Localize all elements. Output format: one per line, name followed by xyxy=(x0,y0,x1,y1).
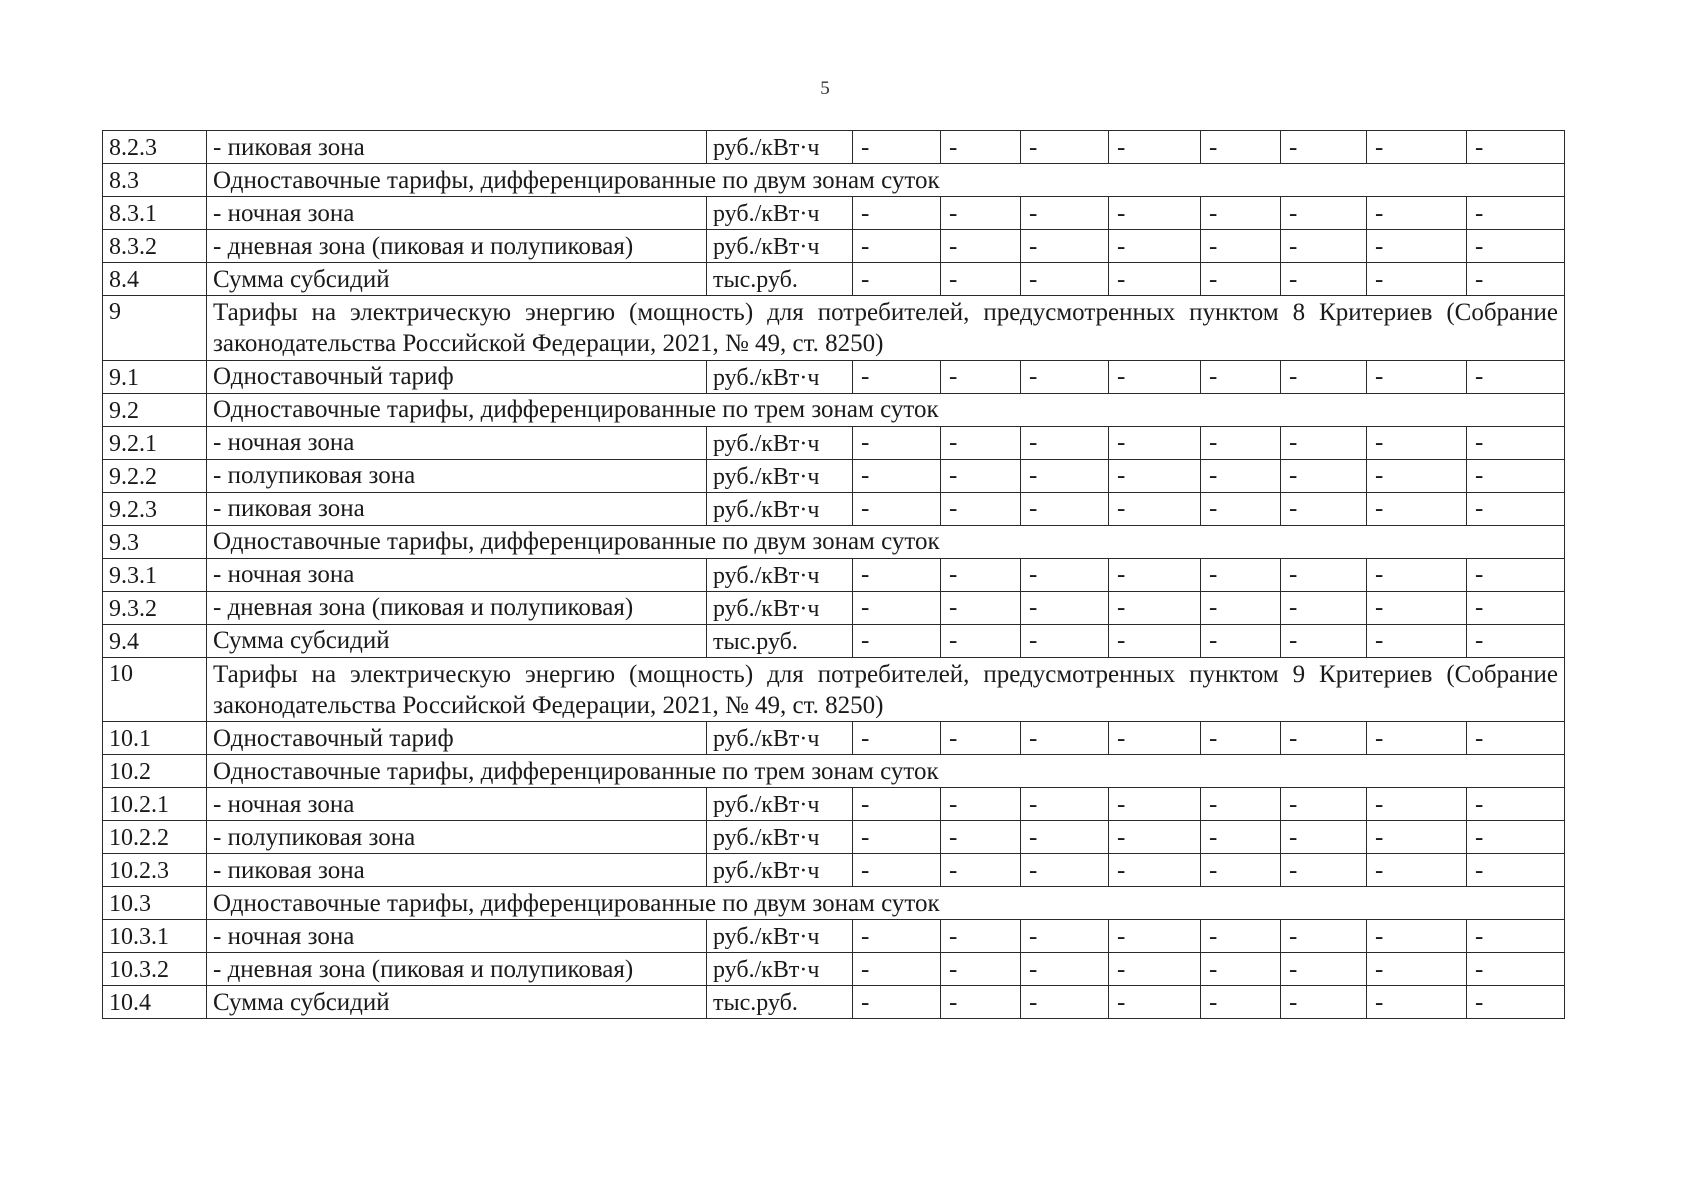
value-cell: - xyxy=(1021,854,1109,887)
value-cell: - xyxy=(1201,230,1281,263)
row-unit: руб./кВт·ч xyxy=(707,722,853,755)
row-name: - ночная зона xyxy=(207,426,707,459)
value-cell: - xyxy=(1109,360,1201,393)
value-cell: - xyxy=(1109,197,1201,230)
value-cell: - xyxy=(1109,426,1201,459)
value-cell: - xyxy=(1281,821,1367,854)
value-cell: - xyxy=(941,459,1021,492)
value-cell: - xyxy=(1201,986,1281,1019)
row-unit: руб./кВт·ч xyxy=(707,459,853,492)
table-row xyxy=(103,459,1565,492)
value-cell: - xyxy=(1367,953,1467,986)
row-name: Одноставочные тарифы, дифференцированные по трем зонам суток xyxy=(207,755,1565,788)
value-cell: - xyxy=(1467,986,1565,1019)
value-cell: - xyxy=(1467,624,1565,657)
value-cell: - xyxy=(1109,558,1201,591)
value-cell: - xyxy=(1021,459,1109,492)
table-row xyxy=(103,788,1565,821)
row-unit: руб./кВт·ч xyxy=(707,426,853,459)
subheader-row xyxy=(103,887,1565,920)
row-name: Сумма субсидий xyxy=(207,624,707,657)
value-cell: - xyxy=(1201,197,1281,230)
value-cell: - xyxy=(1281,263,1367,296)
value-cell: - xyxy=(1021,920,1109,953)
value-cell: - xyxy=(1367,722,1467,755)
table-row xyxy=(103,624,1565,657)
section-row xyxy=(103,657,1565,722)
row-number: 9.3.2 xyxy=(103,591,207,624)
section-row xyxy=(103,296,1565,361)
row-name: - полупиковая зона xyxy=(207,459,707,492)
table-row xyxy=(103,558,1565,591)
value-cell: - xyxy=(1281,426,1367,459)
value-cell: - xyxy=(1367,131,1467,164)
value-cell: - xyxy=(1021,558,1109,591)
value-cell: - xyxy=(1109,624,1201,657)
value-cell: - xyxy=(1281,854,1367,887)
value-cell: - xyxy=(853,426,941,459)
subheader-row xyxy=(103,393,1565,426)
value-cell: - xyxy=(1367,788,1467,821)
row-name: Одноставочные тарифы, дифференцированные по трем зонам суток xyxy=(207,393,1565,426)
value-cell: - xyxy=(1201,492,1281,525)
value-cell: - xyxy=(1109,986,1201,1019)
value-cell: - xyxy=(1021,722,1109,755)
value-cell: - xyxy=(1201,953,1281,986)
value-cell: - xyxy=(1467,197,1565,230)
value-cell: - xyxy=(1281,492,1367,525)
value-cell: - xyxy=(1467,459,1565,492)
value-cell: - xyxy=(853,492,941,525)
row-unit: руб./кВт·ч xyxy=(707,821,853,854)
value-cell: - xyxy=(853,821,941,854)
value-cell: - xyxy=(1281,722,1367,755)
row-name: Одноставочный тариф xyxy=(207,722,707,755)
row-name: Сумма субсидий xyxy=(207,986,707,1019)
value-cell: - xyxy=(1281,197,1367,230)
value-cell: - xyxy=(1109,854,1201,887)
value-cell: - xyxy=(1201,131,1281,164)
value-cell: - xyxy=(1281,986,1367,1019)
row-name: Одноставочные тарифы, дифференцированные по двум зонам суток xyxy=(207,887,1565,920)
value-cell: - xyxy=(1367,360,1467,393)
value-cell: - xyxy=(941,230,1021,263)
row-unit: тыс.руб. xyxy=(707,624,853,657)
value-cell: - xyxy=(1109,788,1201,821)
value-cell: - xyxy=(853,197,941,230)
value-cell: - xyxy=(1201,821,1281,854)
table-row xyxy=(103,492,1565,525)
value-cell: - xyxy=(853,788,941,821)
row-number: 9.2.3 xyxy=(103,492,207,525)
value-cell: - xyxy=(1467,492,1565,525)
value-cell: - xyxy=(1109,230,1201,263)
value-cell: - xyxy=(1367,854,1467,887)
value-cell: - xyxy=(853,920,941,953)
value-cell: - xyxy=(853,558,941,591)
row-number: 8.3 xyxy=(103,164,207,197)
row-name: - дневная зона (пиковая и полупиковая) xyxy=(207,230,707,263)
row-unit: руб./кВт·ч xyxy=(707,591,853,624)
table-row xyxy=(103,131,1565,164)
value-cell: - xyxy=(1021,360,1109,393)
value-cell: - xyxy=(941,624,1021,657)
row-unit: руб./кВт·ч xyxy=(707,131,853,164)
value-cell: - xyxy=(1109,131,1201,164)
value-cell: - xyxy=(941,197,1021,230)
row-number: 9 xyxy=(103,296,207,361)
row-number: 10.3 xyxy=(103,887,207,920)
value-cell: - xyxy=(941,131,1021,164)
row-number: 10.2 xyxy=(103,755,207,788)
value-cell: - xyxy=(853,722,941,755)
value-cell: - xyxy=(941,263,1021,296)
value-cell: - xyxy=(1021,131,1109,164)
value-cell: - xyxy=(1021,426,1109,459)
row-unit: руб./кВт·ч xyxy=(707,920,853,953)
value-cell: - xyxy=(853,459,941,492)
value-cell: - xyxy=(853,263,941,296)
value-cell: - xyxy=(853,131,941,164)
value-cell: - xyxy=(1201,591,1281,624)
table-row xyxy=(103,263,1565,296)
value-cell: - xyxy=(1467,854,1565,887)
row-number: 10.1 xyxy=(103,722,207,755)
row-name: Тарифы на электрическую энергию (мощность) для потребителей, предусмотренных пунктом 9 Критериев (Собрание законодательства Российской Федерации, 2021, № 49, ст. 8250) xyxy=(207,657,1565,722)
row-name: - полупиковая зона xyxy=(207,821,707,854)
value-cell: - xyxy=(1109,459,1201,492)
row-number: 8.2.3 xyxy=(103,131,207,164)
value-cell: - xyxy=(1201,426,1281,459)
subheader-row xyxy=(103,755,1565,788)
table-row xyxy=(103,591,1565,624)
row-unit: руб./кВт·ч xyxy=(707,854,853,887)
row-unit: руб./кВт·ч xyxy=(707,492,853,525)
value-cell: - xyxy=(1021,591,1109,624)
value-cell: - xyxy=(941,722,1021,755)
row-unit: руб./кВт·ч xyxy=(707,230,853,263)
value-cell: - xyxy=(1281,953,1367,986)
value-cell: - xyxy=(853,624,941,657)
row-name: Одноставочные тарифы, дифференцированные по двум зонам суток xyxy=(207,525,1565,558)
row-name: Одноставочные тарифы, дифференцированные по двум зонам суток xyxy=(207,164,1565,197)
row-name: Сумма субсидий xyxy=(207,263,707,296)
value-cell: - xyxy=(853,591,941,624)
value-cell: - xyxy=(1467,230,1565,263)
table-row xyxy=(103,986,1565,1019)
row-name: Одноставочный тариф xyxy=(207,360,707,393)
table-row xyxy=(103,953,1565,986)
value-cell: - xyxy=(1367,920,1467,953)
value-cell: - xyxy=(1367,230,1467,263)
row-name: - ночная зона xyxy=(207,920,707,953)
row-name: - ночная зона xyxy=(207,788,707,821)
table-row xyxy=(103,821,1565,854)
value-cell: - xyxy=(1201,788,1281,821)
value-cell: - xyxy=(1021,230,1109,263)
value-cell: - xyxy=(1021,788,1109,821)
value-cell: - xyxy=(1109,722,1201,755)
value-cell: - xyxy=(1467,426,1565,459)
table-body xyxy=(103,131,1565,1019)
row-number: 10.4 xyxy=(103,986,207,1019)
value-cell: - xyxy=(1467,722,1565,755)
row-number: 10.3.2 xyxy=(103,953,207,986)
row-name: - дневная зона (пиковая и полупиковая) xyxy=(207,591,707,624)
value-cell: - xyxy=(941,821,1021,854)
value-cell: - xyxy=(941,426,1021,459)
row-unit: руб./кВт·ч xyxy=(707,558,853,591)
value-cell: - xyxy=(941,920,1021,953)
value-cell: - xyxy=(941,360,1021,393)
row-number: 10.2.2 xyxy=(103,821,207,854)
table-row xyxy=(103,722,1565,755)
value-cell: - xyxy=(1367,459,1467,492)
value-cell: - xyxy=(1467,788,1565,821)
value-cell: - xyxy=(1281,360,1367,393)
value-cell: - xyxy=(1467,360,1565,393)
value-cell: - xyxy=(1467,953,1565,986)
value-cell: - xyxy=(1281,131,1367,164)
row-number: 9.3.1 xyxy=(103,558,207,591)
value-cell: - xyxy=(1109,263,1201,296)
value-cell: - xyxy=(1201,920,1281,953)
value-cell: - xyxy=(1467,821,1565,854)
value-cell: - xyxy=(1201,263,1281,296)
subheader-row xyxy=(103,525,1565,558)
value-cell: - xyxy=(853,360,941,393)
subheader-row xyxy=(103,164,1565,197)
value-cell: - xyxy=(1281,230,1367,263)
row-name: - ночная зона xyxy=(207,558,707,591)
value-cell: - xyxy=(1021,821,1109,854)
value-cell: - xyxy=(941,558,1021,591)
value-cell: - xyxy=(1281,788,1367,821)
value-cell: - xyxy=(1021,986,1109,1019)
value-cell: - xyxy=(1367,986,1467,1019)
row-number: 8.3.1 xyxy=(103,197,207,230)
value-cell: - xyxy=(1367,558,1467,591)
value-cell: - xyxy=(1367,624,1467,657)
row-name: - ночная зона xyxy=(207,197,707,230)
value-cell: - xyxy=(1367,492,1467,525)
row-unit: руб./кВт·ч xyxy=(707,953,853,986)
row-name: Тарифы на электрическую энергию (мощность) для потребителей, предусмотренных пунктом 8 Критериев (Собрание законодательства Российской Федерации, 2021, № 49, ст. 8250) xyxy=(207,296,1565,361)
value-cell: - xyxy=(1201,558,1281,591)
row-number: 8.4 xyxy=(103,263,207,296)
value-cell: - xyxy=(1281,558,1367,591)
value-cell: - xyxy=(1109,591,1201,624)
value-cell: - xyxy=(1467,263,1565,296)
value-cell: - xyxy=(1281,624,1367,657)
row-unit: руб./кВт·ч xyxy=(707,788,853,821)
value-cell: - xyxy=(853,230,941,263)
value-cell: - xyxy=(1109,821,1201,854)
value-cell: - xyxy=(941,986,1021,1019)
value-cell: - xyxy=(1201,360,1281,393)
value-cell: - xyxy=(941,953,1021,986)
value-cell: - xyxy=(1367,591,1467,624)
row-number: 10 xyxy=(103,657,207,722)
row-number: 10.3.1 xyxy=(103,920,207,953)
row-number: 9.3 xyxy=(103,525,207,558)
value-cell: - xyxy=(1467,131,1565,164)
value-cell: - xyxy=(941,788,1021,821)
table-row xyxy=(103,197,1565,230)
value-cell: - xyxy=(853,986,941,1019)
value-cell: - xyxy=(1281,920,1367,953)
value-cell: - xyxy=(1367,821,1467,854)
value-cell: - xyxy=(1021,197,1109,230)
value-cell: - xyxy=(1109,492,1201,525)
row-number: 9.2.2 xyxy=(103,459,207,492)
value-cell: - xyxy=(853,953,941,986)
tariff-table xyxy=(102,130,1565,1019)
row-number: 8.3.2 xyxy=(103,230,207,263)
row-unit: руб./кВт·ч xyxy=(707,360,853,393)
row-unit: тыс.руб. xyxy=(707,986,853,1019)
table-row xyxy=(103,360,1565,393)
value-cell: - xyxy=(941,591,1021,624)
row-name: - пиковая зона xyxy=(207,131,707,164)
value-cell: - xyxy=(853,854,941,887)
value-cell: - xyxy=(1021,953,1109,986)
value-cell: - xyxy=(1021,492,1109,525)
row-number: 9.1 xyxy=(103,360,207,393)
row-number: 10.2.3 xyxy=(103,854,207,887)
row-number: 10.2.1 xyxy=(103,788,207,821)
value-cell: - xyxy=(1109,920,1201,953)
table-row xyxy=(103,230,1565,263)
row-number: 9.2.1 xyxy=(103,426,207,459)
row-number: 9.2 xyxy=(103,393,207,426)
value-cell: - xyxy=(1467,591,1565,624)
value-cell: - xyxy=(941,854,1021,887)
table-row xyxy=(103,426,1565,459)
value-cell: - xyxy=(1109,953,1201,986)
table-row xyxy=(103,920,1565,953)
row-number: 9.4 xyxy=(103,624,207,657)
value-cell: - xyxy=(1467,920,1565,953)
table-row xyxy=(103,854,1565,887)
value-cell: - xyxy=(1367,426,1467,459)
value-cell: - xyxy=(1021,624,1109,657)
row-name: - дневная зона (пиковая и полупиковая) xyxy=(207,953,707,986)
value-cell: - xyxy=(1367,197,1467,230)
row-unit: руб./кВт·ч xyxy=(707,197,853,230)
value-cell: - xyxy=(1201,854,1281,887)
row-unit: тыс.руб. xyxy=(707,263,853,296)
value-cell: - xyxy=(1281,459,1367,492)
value-cell: - xyxy=(1367,263,1467,296)
value-cell: - xyxy=(1201,624,1281,657)
value-cell: - xyxy=(1201,722,1281,755)
value-cell: - xyxy=(1467,558,1565,591)
page-number: 5 xyxy=(820,78,830,99)
value-cell: - xyxy=(941,492,1021,525)
value-cell: - xyxy=(1201,459,1281,492)
row-name: - пиковая зона xyxy=(207,492,707,525)
value-cell: - xyxy=(1021,263,1109,296)
row-name: - пиковая зона xyxy=(207,854,707,887)
value-cell: - xyxy=(1281,591,1367,624)
